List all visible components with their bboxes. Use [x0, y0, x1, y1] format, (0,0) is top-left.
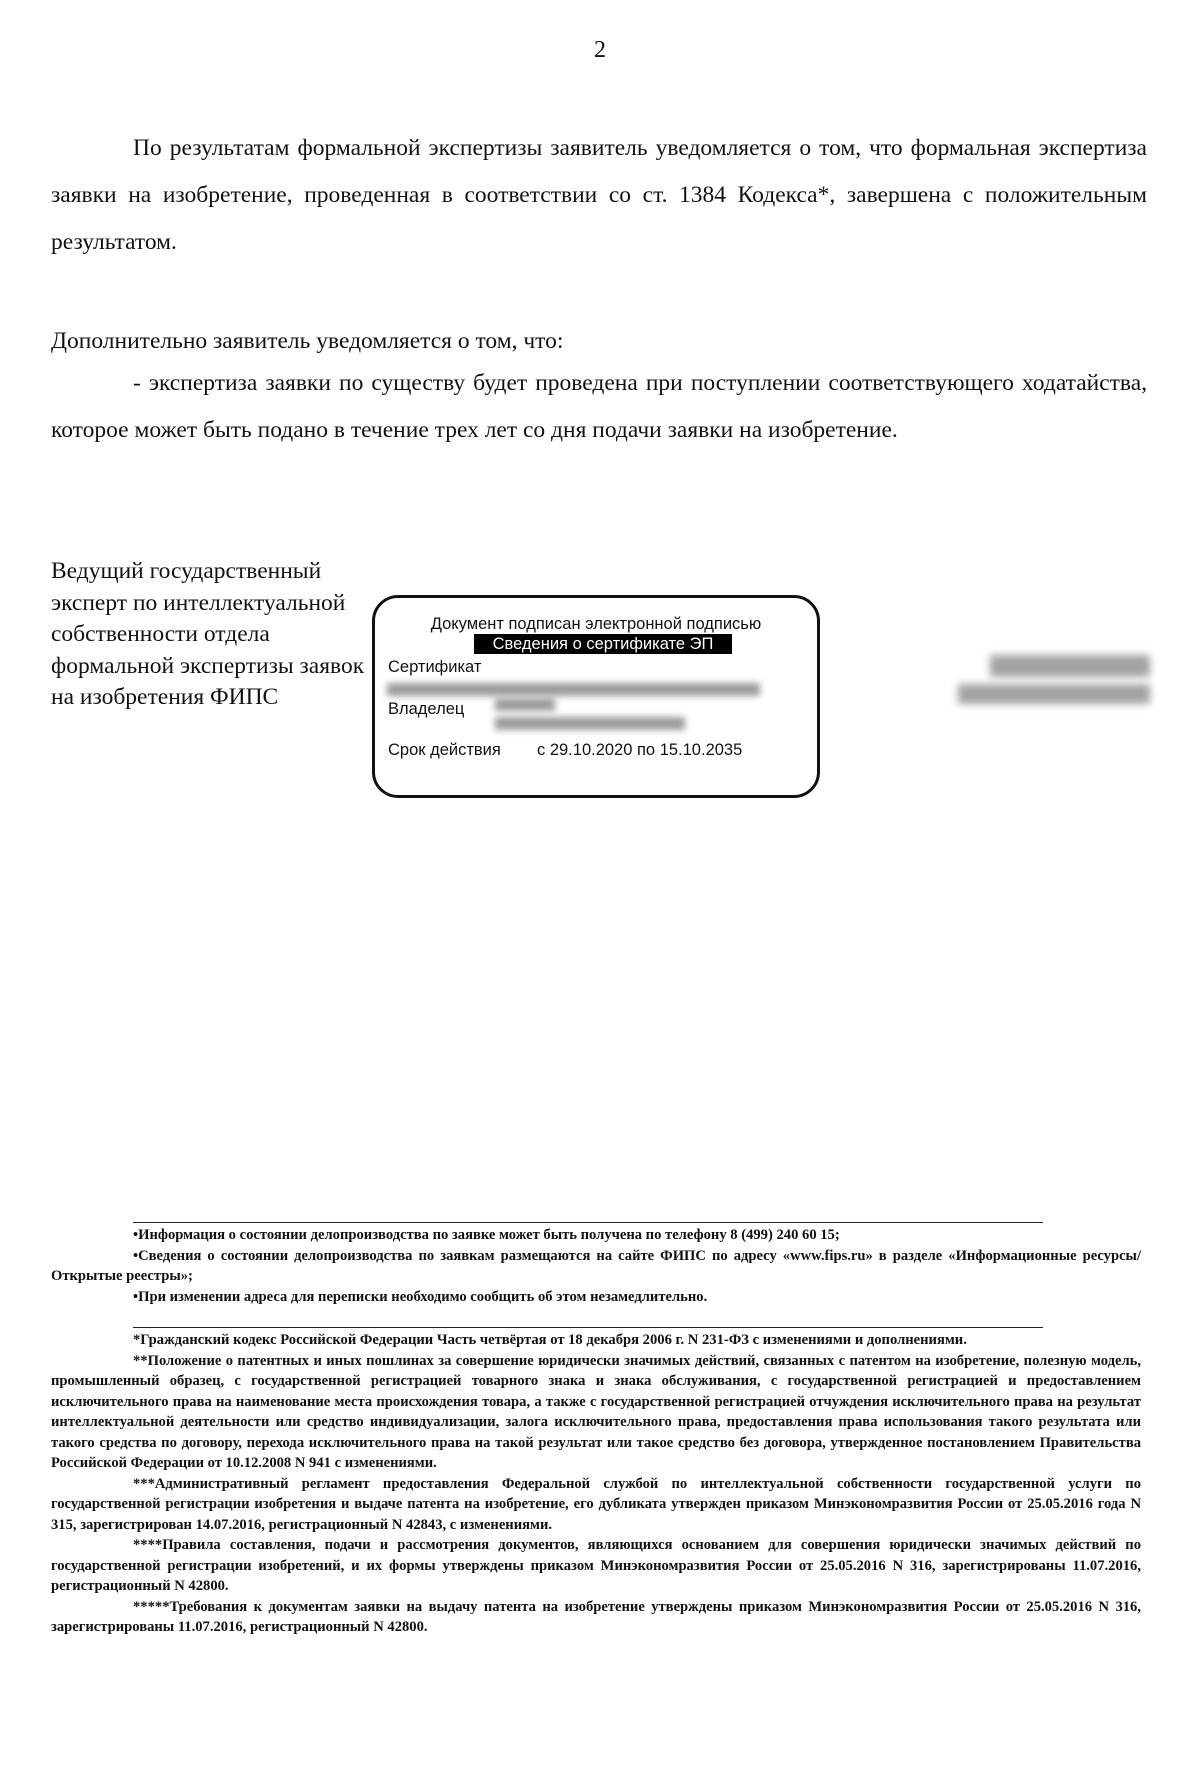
paragraph-text: Дополнительно заявитель уведомляется о том, что: — [51, 328, 564, 354]
footnotes-info — [51, 1225, 1141, 1307]
footnote-item: *Гражданский кодекс Российской Федерации Часть четвёртая от 18 декабря 2006 г. N 231-ФЗ с изменениями и дополнениями. — [133, 1332, 967, 1348]
footnote-divider — [133, 1327, 1043, 1328]
validity-value: с 29.10.2020 по 15.10.2035 — [537, 741, 743, 759]
page-number: 2 — [594, 37, 606, 63]
signer-name-redacted — [990, 655, 1150, 677]
signer-name-redacted — [958, 684, 1150, 704]
body-paragraph-substantive-exam — [51, 360, 1147, 454]
footnote-item: •Сведения о состоянии делопроизводства по заявкам размещаются на сайте ФИПС по адресу «www.fips.ru» в разделе «Информационные ресурсы/Открытые реестры»; — [51, 1247, 1141, 1284]
footnote-item: ****Правила составления, подачи и рассмотрения документов, являющихся основанием для совершения юридически значимых действий по государственной регистрации изобретений, и их формы утверждены приказом Минэкономразвития России от 25.05.2016 N 316, зарегистрированы 11.07.2016, регистрационный N 42800. — [51, 1537, 1141, 1594]
body-paragraph-result — [51, 125, 1147, 266]
signature-heading: Документ подписан электронной подписью — [430, 615, 762, 633]
certificate-banner: Сведения о сертификате ЭП — [474, 634, 732, 654]
footnote-divider — [133, 1222, 1043, 1223]
certificate-label: Сертификат — [388, 658, 482, 676]
footnote-item: •При изменении адреса для переписки необходимо сообщить об этом незамедлительно. — [133, 1288, 708, 1305]
signer-title: Ведущий государственный эксперт по интеллектуальной собственности отдела формальной экспертизы заявок на изобретения ФИПС — [51, 558, 365, 710]
owner-label: Владелец — [388, 700, 465, 718]
owner-name-redacted — [495, 717, 685, 730]
footnote-item: ***Административный регламент предоставления Федеральной службой по интеллектуальной собственности государственной услуги по государственной регистрации изобретения и выдаче патента на изобретение, его дубликата утвержден приказом Минэкономразвития России от 25.05.2016 года N 315, зарегистрирован 14.07.2016, регистрационный N 42843, с изменениями. — [51, 1475, 1141, 1533]
footnotes-references — [51, 1330, 1141, 1638]
paragraph-text: - экспертиза заявки по существу будет проведена при поступлении соответствующего ходатайства, которое может быть подано в течение трех лет со дня подачи заявки на изобретение. — [51, 370, 1147, 443]
body-paragraph-additional — [51, 318, 1147, 365]
footnote-item: **Положение о патентных и иных пошлинах за совершение юридически значимых действий, связанных с патентом на изобретение, полезную модель, промышленный образец, с государственной регистрацией товарного знака и знака обслуживания, с государственной регистрацией и предоставлением исключительного права на наименование места происхождения товара, а также с государственной регистрацией отчуждения исключительного права на результат интеллектуальной деятельности или средство индивидуализации, залога исключительного права, предоставления права использования такого результата или такого средства по договору, перехода исключительного права на такой результат или такое средство без договора, утвержденное постановлением Правительства Российской Федерации от 10.12.2008 N 941 с изменениями. — [51, 1352, 1141, 1471]
owner-name-redacted — [495, 698, 555, 711]
paragraph-text: По результатам формальной экспертизы заявитель уведомляется о том, что формальная экспертиза заявки на изобретение, проведенная в соответствии со ст. 1384 Кодекса*, завершена с положительным результатом. — [51, 135, 1147, 255]
certificate-number-redacted — [387, 683, 760, 696]
electronic-signature-stamp — [372, 595, 820, 798]
validity-label: Срок действия — [388, 741, 501, 759]
footnote-item: *****Требования к документам заявки на выдачу патента на изобретение утверждены приказом Минэкономразвития России от 25.05.2016 N 316, зарегистрированы 11.07.2016, регистрационный N 42800. — [51, 1598, 1141, 1635]
footnote-item: •Информация о состоянии делопроизводства по заявке может быть получена по телефону 8 (499) 240 60 15; — [133, 1227, 840, 1243]
